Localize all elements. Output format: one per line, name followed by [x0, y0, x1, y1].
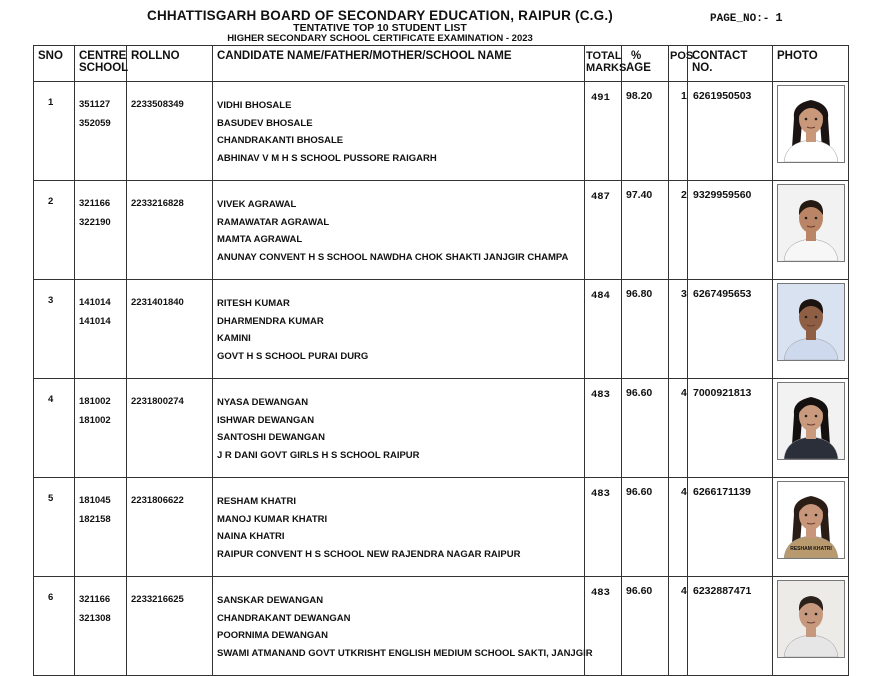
cell-pos: 1: [669, 82, 688, 181]
cell-sno: 4: [34, 379, 75, 478]
school-name: SWAMI ATMANAND GOVT UTKRISHT ENGLISH MEDIUM SCHOOL SAKTI, JANJGIR: [217, 647, 593, 659]
col-contact: CONTACT NO.: [688, 46, 773, 82]
student-photo: [777, 382, 845, 460]
father-name: DHARMENDRA KUMAR: [217, 315, 324, 327]
cell-rollno: 2233216828: [127, 181, 213, 280]
page-number-value: 1: [775, 11, 783, 25]
col-total-line2: MARKS: [586, 62, 627, 74]
cell-total-marks: 483: [585, 478, 622, 577]
student-photo: [777, 481, 845, 559]
cell-contact: 6267495653: [688, 280, 773, 379]
school-code: 322190: [79, 217, 111, 228]
cell-rollno: 2231800274: [127, 379, 213, 478]
col-candidate: CANDIDATE NAME/FATHER/MOTHER/SCHOOL NAME: [213, 46, 585, 82]
photo-caption: RESHAM KHATRI: [790, 546, 832, 552]
mother-name: MAMTA AGRAWAL: [217, 234, 303, 245]
centre-code: 181045: [79, 495, 111, 506]
school-code: 352059: [79, 118, 111, 129]
cell-percentage: 97.40: [622, 181, 669, 280]
centre-code: 321166: [79, 594, 111, 605]
candidate-name: SANSKAR DEWANGAN: [217, 595, 324, 606]
candidate-name: NYASA DEWANGAN: [217, 397, 309, 408]
list-title: TENTATIVE TOP 10 STUDENT LIST: [293, 22, 467, 34]
cell-sno: 1: [34, 82, 75, 181]
portrait-graphic: [778, 185, 844, 261]
cell-centre-school: [75, 577, 127, 676]
centre-code: 141014: [79, 297, 111, 308]
cell-sno: 6: [34, 577, 75, 676]
cell-total-marks: 487: [585, 181, 622, 280]
col-sno: SNO: [34, 46, 75, 82]
cell-centre-school: [75, 478, 127, 577]
candidate-name: VIDHI BHOSALE: [217, 100, 292, 111]
cell-candidate: [213, 478, 585, 577]
student-photo: [777, 184, 845, 262]
cell-percentage: 96.60: [622, 379, 669, 478]
cell-sno: 3: [34, 280, 75, 379]
cell-percentage: 98.20: [622, 82, 669, 181]
father-name: CHANDRAKANT DEWANGAN: [217, 612, 351, 624]
school-name: GOVT H S SCHOOL PURAI DURG: [217, 350, 369, 362]
cell-centre-school: [75, 82, 127, 181]
father-name: BASUDEV BHOSALE: [217, 117, 313, 129]
cell-total-marks: 483: [585, 379, 622, 478]
cell-total-marks: 491: [585, 82, 622, 181]
cell-rollno: 2231401840: [127, 280, 213, 379]
cell-pos: 3: [669, 280, 688, 379]
col-percentage: [622, 46, 669, 82]
page-number-label: PAGE_NO:-: [710, 13, 770, 25]
table-header-row: [34, 46, 849, 82]
centre-code: 181002: [79, 396, 111, 407]
table-row: [34, 478, 849, 577]
mother-name: SANTOSHI DEWANGAN: [217, 432, 326, 443]
father-name: ISHWAR DEWANGAN: [217, 414, 315, 426]
table-row: [34, 280, 849, 379]
mother-name: POORNIMA DEWANGAN: [217, 630, 329, 641]
table-row: [34, 181, 849, 280]
centre-code: 351127: [79, 99, 111, 110]
father-name: MANOJ KUMAR KHATRI: [217, 513, 328, 525]
cell-centre-school: [75, 280, 127, 379]
school-code: 141014: [79, 316, 111, 327]
mother-name: NAINA KHATRI: [217, 531, 285, 542]
school-name: RAIPUR CONVENT H S SCHOOL NEW RAJENDRA NAGAR RAIPUR: [217, 548, 521, 560]
school-name: ANUNAY CONVENT H S SCHOOL NAWDHA CHOK SHAKTI JANJGIR CHAMPA: [217, 251, 569, 263]
col-pos: POS: [669, 46, 688, 82]
school-code: 321308: [79, 613, 111, 624]
cell-candidate: [213, 379, 585, 478]
col-centre: CENTRE: [79, 50, 127, 62]
board-title: CHHATTISGARH BOARD OF SECONDARY EDUCATION, RAIPUR (C.G.): [147, 8, 613, 23]
school-name: ABHINAV V M H S SCHOOL PUSSORE RAIGARH: [217, 152, 437, 164]
cell-candidate: [213, 577, 593, 676]
cell-sno: 2: [34, 181, 75, 280]
col-total-line1: TOTAL: [586, 50, 622, 62]
cell-percentage: 96.60: [622, 478, 669, 577]
school-code: 182158: [79, 514, 111, 525]
results-table: [33, 45, 849, 676]
candidate-name: RESHAM KHATRI: [217, 496, 296, 507]
cell-candidate: [213, 280, 585, 379]
exam-title: HIGHER SECONDARY SCHOOL CERTIFICATE EXAMINATION - 2023: [227, 33, 533, 44]
cell-candidate: [213, 82, 585, 181]
student-photo: [777, 283, 845, 361]
cell-photo: [773, 280, 849, 379]
cell-photo: [773, 379, 849, 478]
col-total-marks: [585, 46, 627, 82]
cell-percentage: 96.60: [622, 577, 669, 676]
cell-pos: 4: [669, 577, 688, 676]
centre-code: 321166: [79, 198, 111, 209]
candidate-name: VIVEK AGRAWAL: [217, 199, 297, 210]
col-photo: PHOTO: [773, 46, 849, 82]
cell-pos: 4: [669, 379, 688, 478]
portrait-graphic: [778, 383, 844, 459]
cell-photo: [773, 181, 849, 280]
candidate-name: RITESH KUMAR: [217, 298, 290, 309]
student-photo: [777, 580, 845, 658]
cell-sno: 5: [34, 478, 75, 577]
portrait-graphic: [778, 284, 844, 360]
cell-centre-school: [75, 379, 127, 478]
page-number: [710, 11, 783, 25]
school-name: J R DANI GOVT GIRLS H S SCHOOL RAIPUR: [217, 449, 420, 461]
cell-pos: 2: [669, 181, 688, 280]
cell-total-marks: 484: [585, 280, 622, 379]
cell-rollno: 2233216625: [127, 577, 213, 676]
cell-centre-school: [75, 181, 127, 280]
father-name: RAMAWATAR AGRAWAL: [217, 216, 330, 228]
mother-name: KAMINI: [217, 333, 251, 344]
cell-rollno: 2233508349: [127, 82, 213, 181]
cell-candidate: [213, 181, 585, 280]
col-centre-school: [75, 46, 127, 82]
portrait-graphic: [778, 86, 844, 162]
cell-rollno: 2231806622: [127, 478, 213, 577]
cell-pos: 4: [669, 478, 688, 577]
cell-photo: [773, 82, 849, 181]
cell-contact: 6266171139: [688, 478, 773, 577]
col-rollno: ROLLNO: [127, 46, 213, 82]
col-pct-line1: %: [631, 50, 642, 62]
table-row: [34, 577, 849, 676]
table-row: [34, 82, 849, 181]
col-pct-line2: AGE: [626, 62, 651, 74]
cell-contact: 6261950503: [688, 82, 773, 181]
col-school: SCHOOL: [79, 62, 129, 74]
cell-contact: 9329959560: [688, 181, 773, 280]
mother-name: CHANDRAKANTI BHOSALE: [217, 135, 344, 146]
school-code: 181002: [79, 415, 111, 426]
cell-photo: [773, 478, 849, 577]
cell-total-marks: 483: [585, 577, 622, 676]
cell-contact: 6232887471: [688, 577, 773, 676]
cell-percentage: 96.80: [622, 280, 669, 379]
cell-contact: 7000921813: [688, 379, 773, 478]
table-row: [34, 379, 849, 478]
portrait-graphic: [778, 581, 844, 657]
cell-photo: [773, 577, 849, 676]
student-photo: [777, 85, 845, 163]
